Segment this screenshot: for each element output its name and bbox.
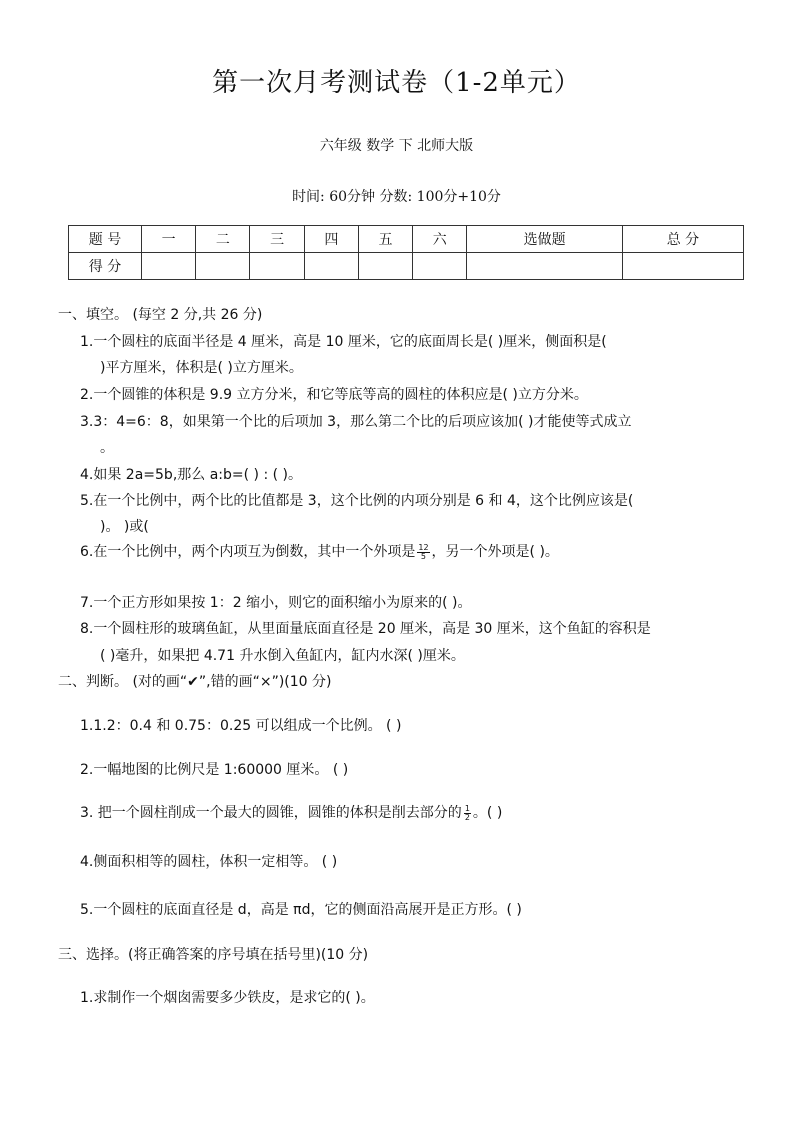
score-header-cell: 四 bbox=[304, 226, 358, 253]
question-2: 2.一个圆锥的体积是 9.9 立方分米，和它等底等高的圆柱的体积应是( )立方分米。 bbox=[80, 387, 588, 403]
question-5-line2: )。 )或( bbox=[100, 519, 149, 535]
fraction-12-5 bbox=[417, 544, 429, 561]
judge-question-1: 1.1.2：0.4 和 0.75：0.25 可以组成一个比例。 ( ) bbox=[80, 718, 402, 734]
score-blank-cell[interactable] bbox=[622, 253, 743, 280]
score-blank-cell[interactable] bbox=[142, 253, 196, 280]
fraction-1-2 bbox=[464, 805, 471, 822]
score-table bbox=[68, 225, 744, 280]
score-row-label: 得 分 bbox=[69, 253, 142, 280]
choice-question-1: 1.求制作一个烟囱需要多少铁皮，是求它的( )。 bbox=[80, 990, 375, 1006]
question-1-line1: 1.一个圆柱的底面半径是 4 厘米，高是 10 厘米，它的底面周长是( )厘米，侧面积是( bbox=[80, 334, 607, 350]
judge-question-3-text: 3. 把一个圆柱削成一个最大的圆锥，圆锥的体积是削去部分的 bbox=[80, 805, 462, 821]
score-header-cell: 一 bbox=[142, 226, 196, 253]
section1-heading: 一、填空。 (每空 2 分,共 26 分) bbox=[58, 307, 263, 323]
judge-question-3 bbox=[80, 803, 502, 823]
score-table-score-row bbox=[69, 253, 744, 280]
judge-question-3-text-end: 。( ) bbox=[472, 805, 503, 821]
fraction-numerator: 1 bbox=[464, 803, 470, 813]
question-4: 4.如果 2a=5b,那么 a:b=( ) : ( )。 bbox=[80, 467, 302, 483]
score-blank-cell[interactable] bbox=[358, 253, 412, 280]
question-5-line1: 5.在一个比例中，两个比的比值都是 3，这个比例的内项分别是 6 和 4，这个比例应该是( bbox=[80, 493, 634, 509]
score-table-header-row bbox=[69, 226, 744, 253]
question-6-text-end: ，另一个外项是( )。 bbox=[431, 544, 559, 560]
score-blank-cell[interactable] bbox=[467, 253, 623, 280]
question-6-text: 6.在一个比例中，两个内项互为倒数，其中一个外项是 bbox=[80, 544, 416, 560]
question-3-line1: 3.3：4=6：8，如果第一个比的后项加 3，那么第二个比的后项应该加( )才能使等式成立 bbox=[80, 414, 632, 430]
score-header-cell: 总 分 bbox=[622, 226, 743, 253]
fraction-denominator: 5 bbox=[420, 551, 426, 561]
fraction-denominator: 2 bbox=[464, 812, 470, 822]
question-3-line2: 。 bbox=[100, 440, 114, 456]
question-6 bbox=[80, 542, 559, 562]
score-header-cell: 题 号 bbox=[69, 226, 142, 253]
question-8-line1: 8.一个圆柱形的玻璃鱼缸，从里面量底面直径是 20 厘米，高是 30 厘米，这个鱼缸的容积是 bbox=[80, 621, 651, 637]
score-header-cell: 六 bbox=[413, 226, 467, 253]
score-header-cell: 三 bbox=[250, 226, 304, 253]
score-header-cell: 五 bbox=[358, 226, 412, 253]
section2-heading: 二、判断。 (对的画“✔”,错的画“×”)(10 分) bbox=[58, 674, 332, 690]
section3-heading: 三、选择。(将正确答案的序号填在括号里)(10 分) bbox=[58, 947, 369, 963]
score-header-cell: 选做题 bbox=[467, 226, 623, 253]
judge-question-4: 4.侧面积相等的圆柱，体积一定相等。 ( ) bbox=[80, 854, 338, 870]
question-7: 7.一个正方形如果按 1：2 缩小，则它的面积缩小为原来的( )。 bbox=[80, 595, 472, 611]
question-1-line2: )平方厘米，体积是( )立方厘米。 bbox=[100, 360, 303, 376]
judge-question-5: 5.一个圆柱的底面直径是 d，高是 πd，它的侧面沿高展开是正方形。( ) bbox=[80, 902, 522, 918]
score-blank-cell[interactable] bbox=[304, 253, 358, 280]
judge-question-2: 2.一幅地图的比例尺是 1:60000 厘米。 ( ) bbox=[80, 762, 349, 778]
fraction-numerator: 12 bbox=[418, 542, 429, 552]
question-8-line2: ( )毫升，如果把 4.71 升水倒入鱼缸内，缸内水深( )厘米。 bbox=[100, 648, 465, 664]
score-blank-cell[interactable] bbox=[196, 253, 250, 280]
score-header-cell: 二 bbox=[196, 226, 250, 253]
score-blank-cell[interactable] bbox=[250, 253, 304, 280]
score-blank-cell[interactable] bbox=[413, 253, 467, 280]
grade-subtitle: 六年级 数学 下 北师大版 bbox=[319, 138, 474, 154]
exam-title: 第一次月考测试卷（1-2单元） bbox=[212, 68, 581, 98]
time-score-line: 时间: 60分钟 分数: 100分+10分 bbox=[292, 189, 501, 205]
